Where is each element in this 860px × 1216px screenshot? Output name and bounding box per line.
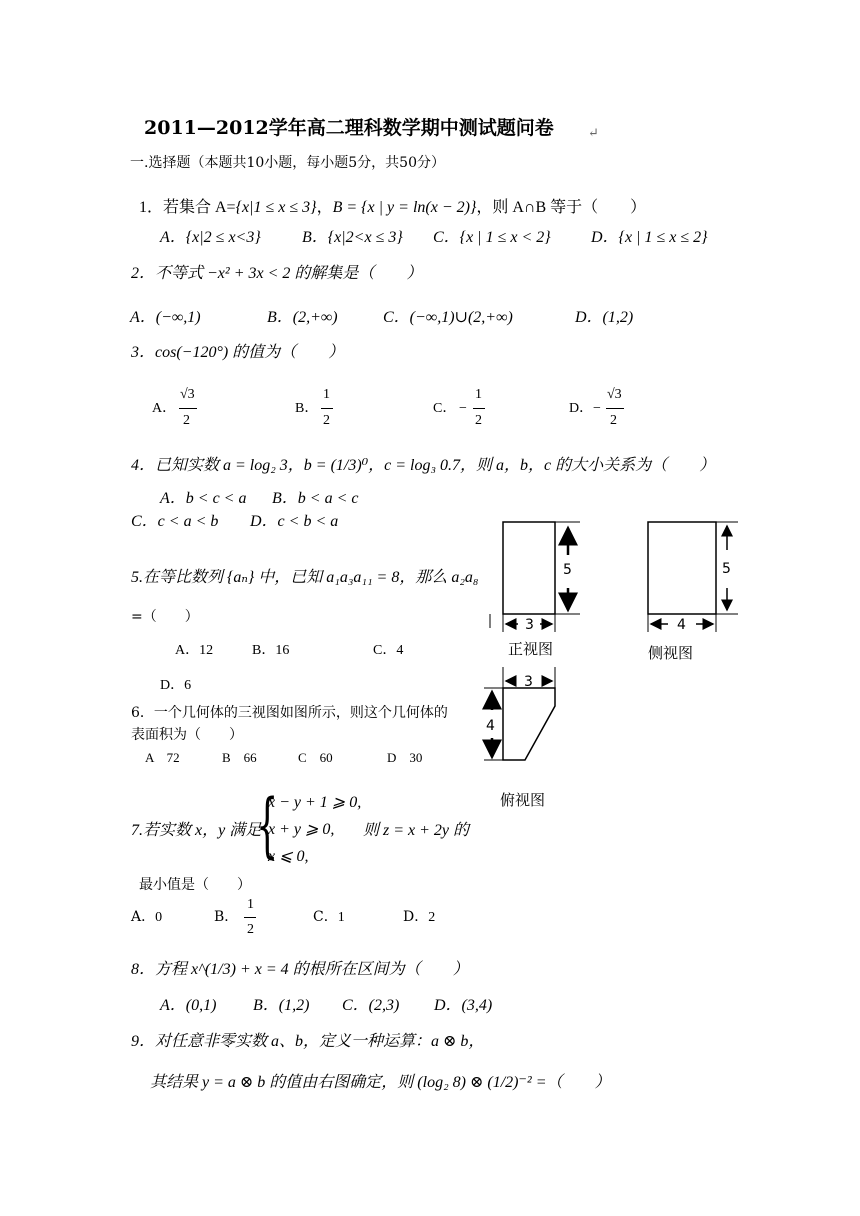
top-view-label: 俯视图: [500, 791, 546, 809]
q7-option-b: B． 1 2: [214, 897, 254, 937]
front-height-label: 5: [563, 562, 572, 578]
q1-option-d: D．{x | 1 ≤ x ≤ 2}: [591, 229, 708, 246]
q6-option-b: B 66: [222, 750, 257, 765]
q8-option-b: B．(1,2): [253, 997, 310, 1014]
q1-option-c: C．{x | 1 ≤ x < 2}: [433, 229, 551, 246]
q9-stem-continued: 其结果 y = a ⊗ b 的值由右图确定，则 (log₂ 8) ⊗ (1/2)⁻² =（ ）: [150, 1074, 611, 1091]
q3-option-c: C． − 1 2: [433, 388, 513, 434]
q9-stem: 9．对任意非零实数 a、b，定义一种运算：a ⊗ b，: [131, 1033, 485, 1050]
q6-option-d: D 30: [387, 750, 423, 765]
q3-option-a: A． √3 2: [152, 388, 232, 434]
q3-option-b: B． 1 2: [295, 388, 375, 434]
front-width-label: 3: [525, 617, 534, 633]
q1-option-a: A．{x|2 ≤ x<3}: [160, 229, 261, 246]
q6-option-a: A 72: [145, 750, 180, 765]
top-view: [484, 667, 555, 809]
q6-option-c: C 60: [298, 750, 333, 765]
q4-option-c: C．c < a < b: [131, 513, 219, 530]
q5-stem: 5.在等比数列 {aₙ} 中，已知 a₁a₃a₁₁ = 8，那么 a₂a₈: [131, 569, 479, 586]
front-view: [490, 522, 580, 658]
q7-constraint-2: x + y ⩾ 0,: [268, 821, 335, 838]
side-view: [648, 522, 738, 662]
q5-option-d: D．6: [160, 678, 192, 693]
q2-option-c: C．(−∞,1)∪(2,+∞): [383, 309, 513, 326]
q2-stem: 2．不等式 −x² + 3x < 2 的解集是（ ）: [131, 265, 423, 282]
q5-option-b: B．16: [252, 643, 290, 658]
q2-option-b: B．(2,+∞): [267, 309, 338, 326]
section-heading: 一.选择题（本题共10小题，每小题5分，共50分）: [130, 155, 445, 171]
side-view-label: 侧视图: [648, 644, 694, 662]
q6-stem-continued: 表面积为（ ）: [131, 727, 243, 743]
q1-stem: 1．若集合 A={x|1 ≤ x ≤ 3}，B = {x | y = ln(x − 2)}，则 A∩B 等于（ ）: [139, 199, 647, 216]
q7-constraint-1: x − y + 1 ⩾ 0,: [268, 794, 362, 811]
q1-option-b: B．{x|2<x ≤ 3}: [302, 229, 403, 246]
q7-constraint-3: x ⩽ 0,: [268, 848, 309, 865]
three-view-figure: [470, 510, 770, 830]
side-height-label: 5: [722, 561, 731, 577]
q7-stem-continued: 最小值是（ ）: [139, 877, 251, 893]
q3-option-d: D． − √3 2: [569, 388, 649, 434]
q4-option-d: D．c < b < a: [250, 513, 339, 530]
q5-option-c: C．4: [373, 643, 404, 658]
top-height-label: 4: [486, 718, 495, 734]
q6-stem: 6．一个几何体的三视图如图所示，则这个几何体的: [131, 705, 448, 721]
top-width-label: 3: [524, 674, 533, 690]
q8-option-d: D．(3,4): [434, 997, 493, 1014]
q4-option-a: A．b < c < a: [160, 490, 247, 507]
front-view-label: 正视图: [508, 640, 554, 658]
q5-stem-continued: =（ ）: [131, 609, 199, 625]
q4-option-b: B．b < a < c: [272, 490, 359, 507]
q5-option-a: A．12: [175, 643, 214, 658]
q7-option-c: C．1: [313, 909, 345, 925]
q8-option-a: A．(0,1): [160, 997, 217, 1014]
q7-option-d: D．2: [403, 909, 436, 925]
q3-stem: 3．cos(−120°) 的值为（ ）: [131, 344, 345, 361]
q7-stem: 7.若实数 x，y 满足: [131, 822, 262, 839]
q8-option-c: C．(2,3): [342, 997, 400, 1014]
page-title: 2011—2012学年高二理科数学期中测试题问卷: [144, 117, 554, 139]
q8-stem: 8．方程 x^(1/3) + x = 4 的根所在区间为（ ）: [131, 961, 469, 978]
q7-option-a: A．0: [131, 909, 163, 925]
q7-stem-tail: 则 z = x + 2y 的: [363, 822, 470, 839]
side-width-label: 4: [677, 617, 686, 633]
q7-brace-icon: {: [256, 784, 279, 866]
q4-stem: 4．已知实数 a = log₂ 3，b = (1/3)⁰，c = log₃ 0.7，则 a，b，c 的大小关系为（ ）: [131, 457, 716, 474]
q2-option-a: A．(−∞,1): [130, 309, 201, 326]
q2-option-d: D．(1,2): [575, 309, 634, 326]
return-mark-icon: ↵: [588, 126, 599, 141]
